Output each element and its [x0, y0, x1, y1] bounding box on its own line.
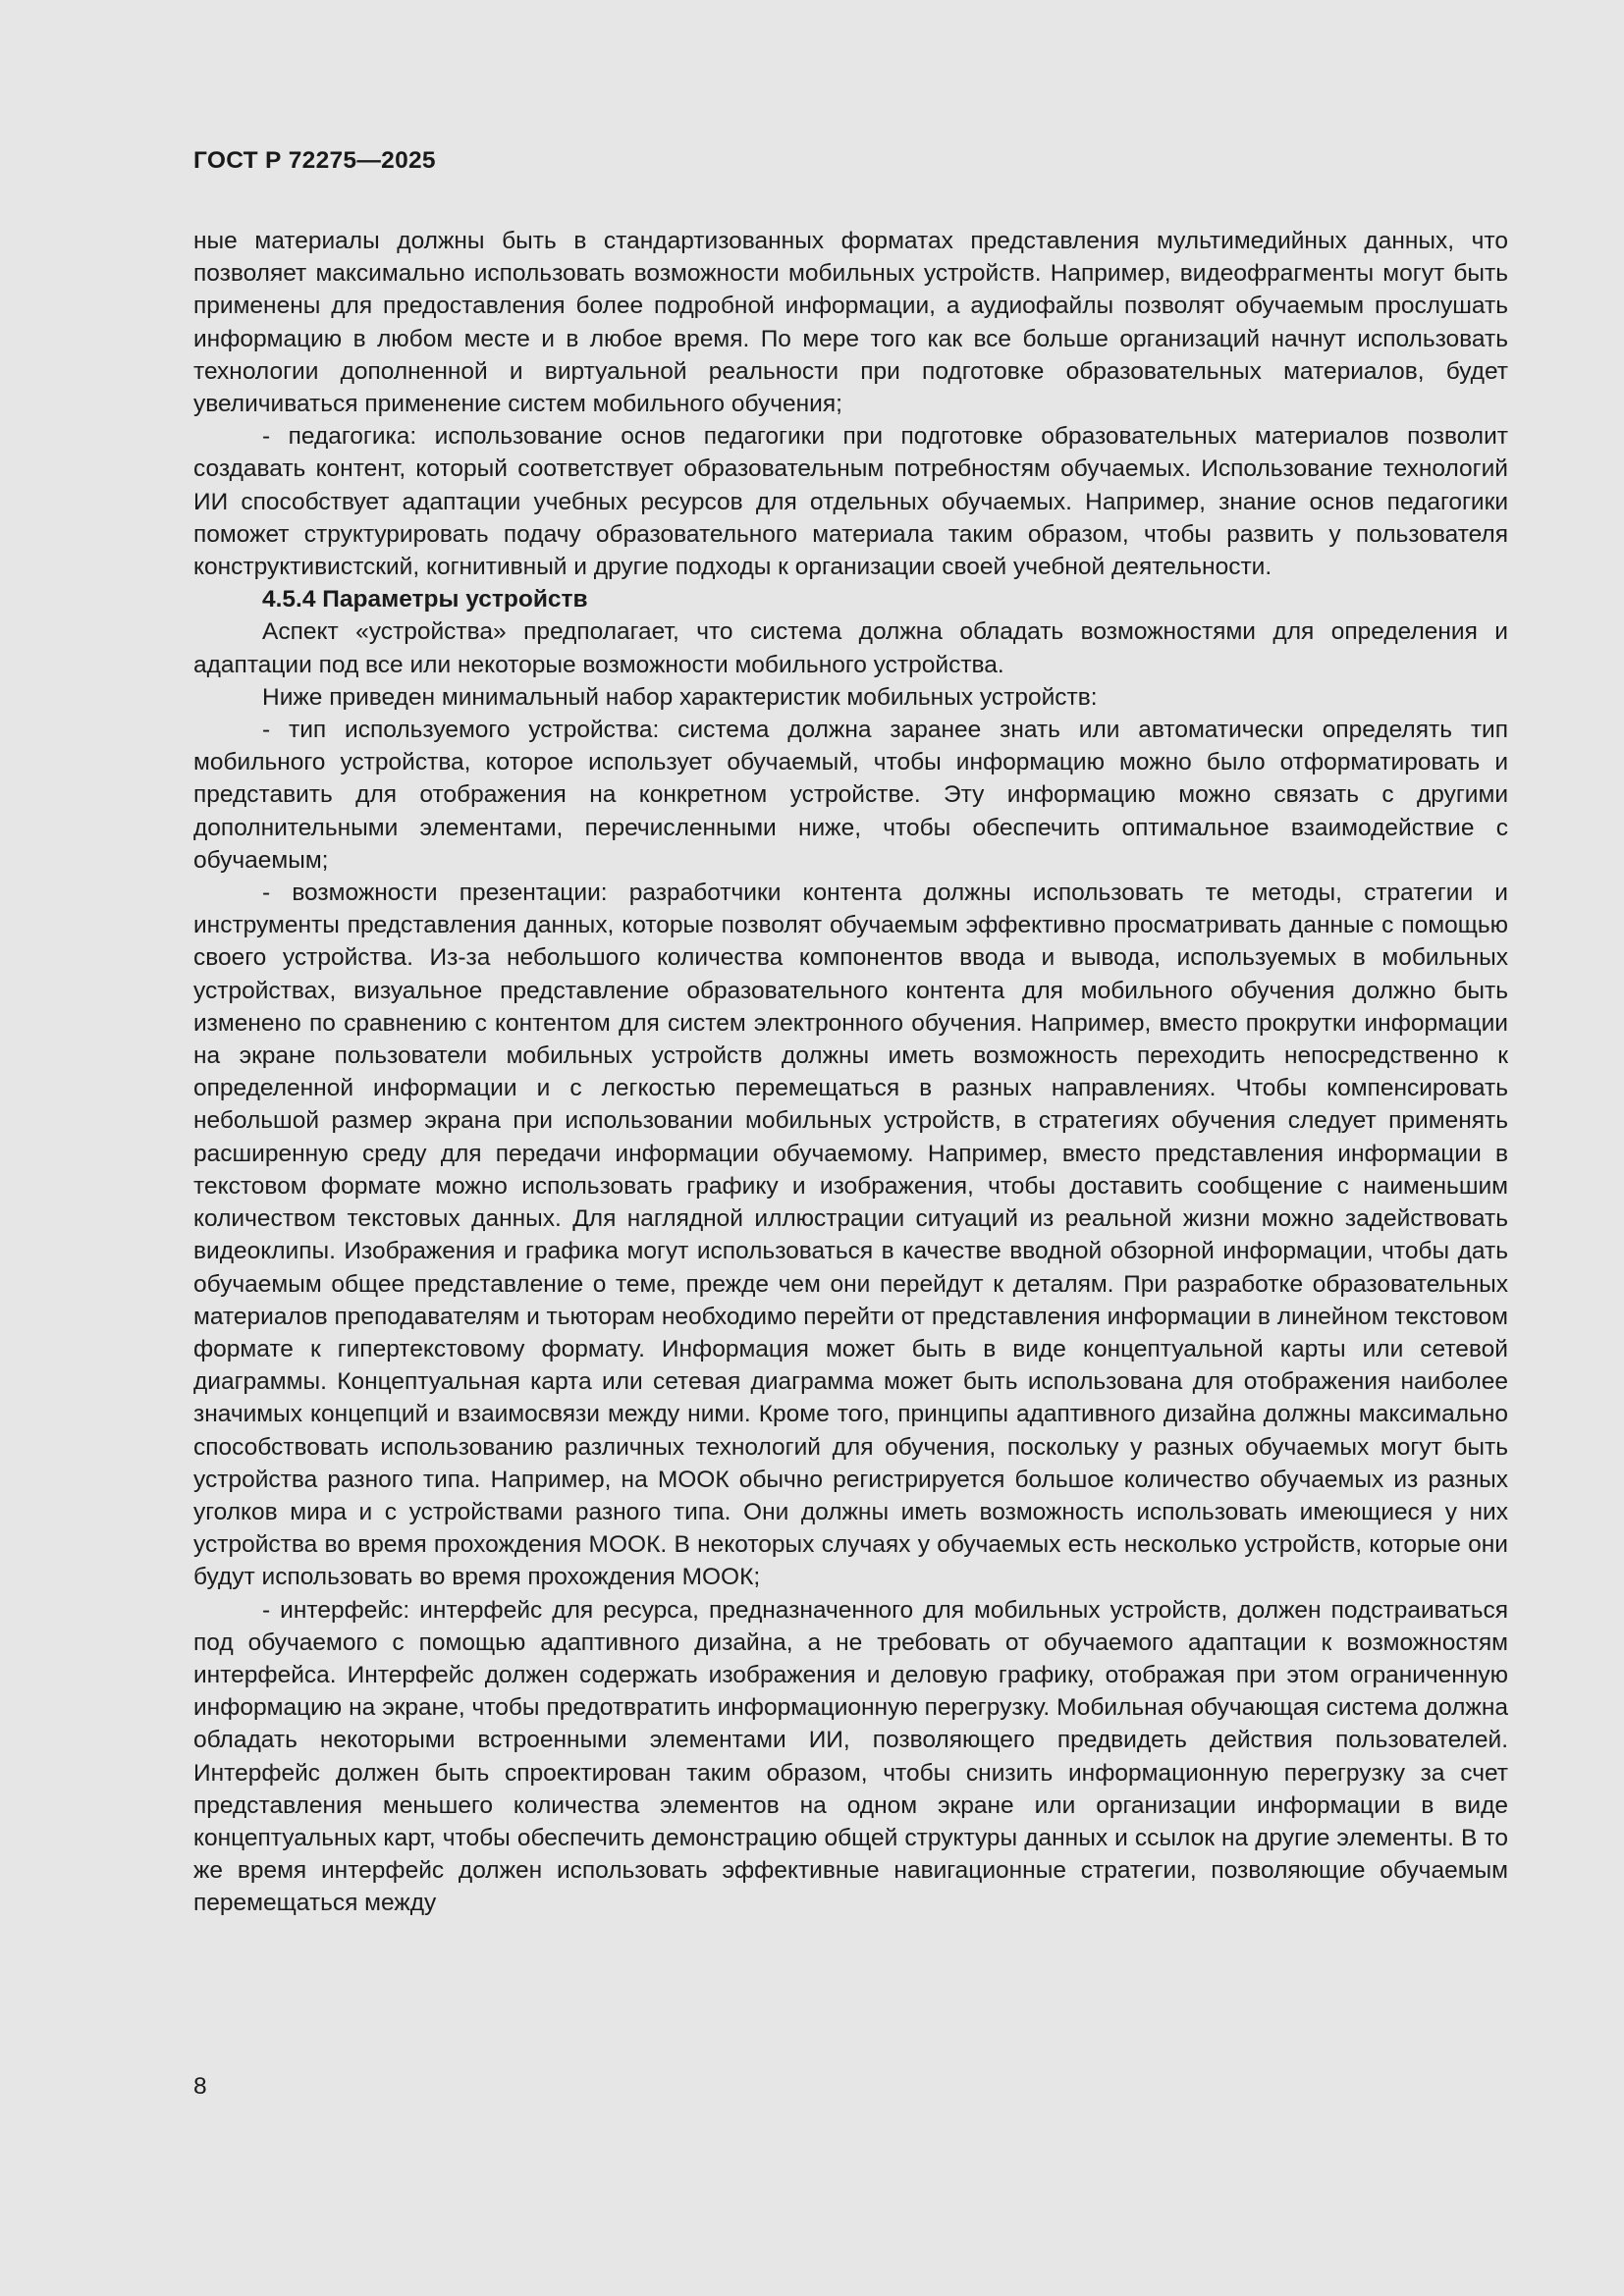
list-item-interface: - интерфейс: интерфейс для ресурса, предназначенного для мобильных устройств, должен подстраиваться под обучаемого с помощью адаптивного дизайна, а не требовать от обучаемого адаптации к возможностям интерфейса. Интерфейс должен содержать изображения и деловую графику, отображая при этом ограниченную информацию на экране, чтобы предотвратить информационную перегрузку. Мобильная обучающая система должна обладать некоторыми встроенными элементами ИИ, позволяющего предвидеть действия пользователей. Интерфейс должен быть спроектирован таким образом, чтобы снизить информационную перегрузку за счет представления меньшего количества элементов на одном экране или организации информации в виде концептуальных карт, чтобы обеспечить демонстрацию общей структуры данных и ссылок на другие элементы. В то же время интерфейс должен использовать эффективные навигационные стратегии, позволяющие обучаемым перемещаться между [193, 1596, 1508, 1917]
paragraph-characteristics-intro: Ниже приведен минимальный набор характеристик мобильных устройств: [262, 683, 1098, 711]
section-heading: 4.5.4 Параметры устройств [262, 586, 588, 614]
list-item-device-type: - тип используемого устройства: система должна заранее знать или автоматически определять тип мобильного устройства, которое использует обучаемый, чтобы информацию можно было отформатировать и представить для отображения на конкретном устройстве. Эту информацию можно связать с другими дополнительными элементами, перечисленными ниже, чтобы обеспечить оптимальное взаимодействие с обучаемым; [193, 717, 1508, 874]
document-body [193, 225, 1508, 1920]
paragraph-continuation: ные материалы должны быть в стандартизованных форматах представления мультимедийных данных, что позволяет максимально использовать возможности мобильных устройств. Например, видеофрагменты могут быть применены для предоставления более подробной информации, а аудиофайлы позволят обучаемым прослушать информацию в любом месте и в любое время. По мере того как все больше организаций начнут использовать технологии дополненной и виртуальной реальности при подготовке образовательных материалов, будет увеличиваться применение систем мобильного обучения; [193, 228, 1508, 418]
list-item-presentation: - возможности презентации: разработчики контента должны использовать те методы, стратегии и инструменты представления данных, которые позволят обучаемым эффективно просматривать данные с помощью своего устройства. Из-за небольшого количества компонентов ввода и вывода, используемых в мобильных устройствах, визуальное представление образовательного контента для мобильного обучения должно быть изменено по сравнению с контентом для систем электронного обучения. Например, вместо прокрутки информации на экране пользователи мобильных устройств должны иметь возможность переходить непосредственно к определенной информации и с легкостью перемещаться в разных направлениях. Чтобы компенсировать небольшой размер экрана при использовании мобильных устройств, в стратегиях обучения следует применять расширенную среду для передачи информации обучаемому. Например, вместо представления информации в текстовом формате можно использовать графику и изображения, чтобы доставить сообщение с наименьшим количеством текстовых данных. Для наглядной иллюстрации ситуаций из реальной жизни можно задействовать видеоклипы. Изображения и графика могут использоваться в качестве вводной обзорной информации, чтобы дать обучаемым общее представление о теме, прежде чем они перейдут к деталям. При разработке образовательных материалов преподавателям и тьюторам необходимо перейти от представления информации в линейном текстовом формате к гипертекстовому формату. Информация может быть в виде концептуальной карты или сетевой диаграммы. Концептуальная карта или сетевая диаграмма может быть использована для отображения наиболее значимых концепций и взаимосвязи между ними. Кроме того, принципы адаптивного дизайна должны максимально способствовать использованию различных технологий для обучения, поскольку у разных обучаемых могут быть устройства разного типа. Например, на МООК обычно регистрируется большое количество обучаемых из разных уголков мира и с устройствами разного типа. Они должны иметь возможность использовать имеющиеся у них устройства во время прохождения МООК. В некоторых случаях у обучаемых есть несколько устройств, которые они будут использовать во время прохождения МООК; [193, 880, 1508, 1591]
page-number: 8 [193, 2073, 207, 2100]
list-item-pedagogy: - педагогика: использование основ педагогики при подготовке образовательных материалов позволит создавать контент, который соответствует образовательным потребностям обучаемых. Использование технологий ИИ способствует адаптации учебных ресурсов для отдельных обучаемых. Например, знание основ педагогики поможет структурировать подачу образовательного материала таким образом, чтобы развить у пользователя конструктивистский, когнитивный и другие подходы к организации своей учебной деятельности. [193, 423, 1508, 581]
document-header: ГОСТ Р 72275—2025 [193, 147, 436, 174]
paragraph-devices-aspect: Аспект «устройства» предполагает, что система должна обладать возможностями для определения и адаптации под все или некоторые возможности мобильного устройства. [193, 618, 1508, 678]
